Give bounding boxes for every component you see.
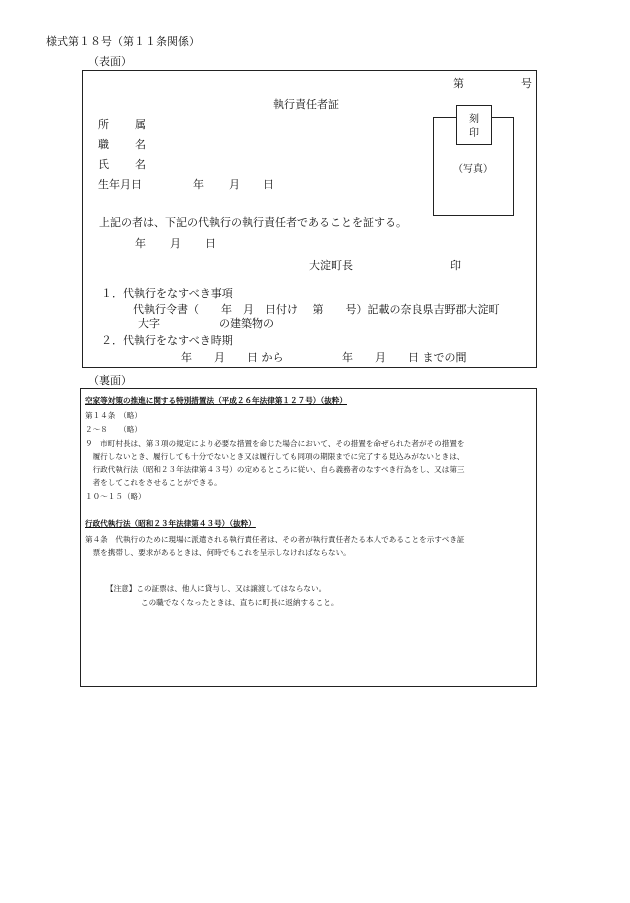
field-position-a: 職: [98, 138, 109, 151]
field-affiliation-b: 属: [135, 118, 146, 131]
field-name-b: 名: [135, 158, 146, 171]
law2-line: 票を携帯し、要求があるときは、何時でもこれを呈示しなければならない。: [85, 548, 351, 557]
mayor-seal: 印: [450, 259, 461, 272]
dob-month: 月: [229, 178, 240, 191]
dob-year: 年: [193, 178, 204, 191]
item2-heading: ２．代執行をなすべき時期: [101, 334, 233, 347]
item1-aza: 大字: [138, 317, 160, 330]
law2-title: 行政代執行法（昭和２３年法律第４３号）（抜粋）: [85, 519, 256, 528]
front-side-label: （表面）: [88, 55, 132, 68]
law1-line: 第１４条 （略）: [85, 411, 142, 420]
issue-month: 月: [170, 237, 181, 250]
law1-line: 行政代執行法（昭和２３年法律第４３号）の定めるところに従い、自ら義務者のなすべき行為をし、又は第三: [85, 465, 465, 474]
seal-text-1: 刻: [469, 114, 479, 125]
mayor-title: 大淀町長: [309, 259, 353, 272]
law1-title: 空家等対策の推進に関する特別措置法（平成２６年法律第１２７号）（抜粋）: [85, 396, 347, 405]
dob-label: 生年月日: [98, 178, 142, 191]
number-dai: 第: [453, 77, 464, 90]
law1-line: 者をしてこれをさせることができる。: [85, 478, 222, 487]
law1-line: ９ 市町村長は、第３項の規定により必要な措置を命じた場合において、その措置を命ぜられた者がその措置を: [85, 439, 465, 448]
form-number: 様式第１８号（第１１条関係）: [46, 35, 200, 48]
dob-day: 日: [263, 178, 274, 191]
item2-detail: 年 月 日 から 年 月 日 までの間: [181, 351, 467, 364]
issue-year: 年: [135, 237, 146, 250]
law1-line: ２～８ （略）: [85, 425, 142, 434]
field-name-a: 氏: [98, 158, 109, 171]
law1-line: 履行しないとき、履行しても十分でないとき又は履行しても同項の期限までに完了する見込みがないときは、: [85, 452, 465, 461]
note-1: 【注意】この証票は、他人に貸与し、又は譲渡してはならない。: [106, 584, 327, 593]
front-certificate-box: [82, 70, 537, 368]
item1-building: の建築物の: [219, 317, 274, 330]
seal-box: [456, 105, 492, 145]
photo-label: （写真）: [453, 164, 493, 175]
item1-heading: １．代執行をなすべき事項: [101, 287, 233, 300]
seal-text-2: 印: [469, 128, 479, 139]
certification-statement: 上記の者は、下記の代執行の執行責任者であることを証する。: [99, 216, 407, 229]
field-affiliation-a: 所: [98, 118, 109, 131]
law2-line: 第４条 代執行のために現場に派遣される執行責任者は、その者が執行責任者たる本人であることを示すべき証: [85, 535, 465, 544]
item1-detail: 代執行令書（ 年 月 日付け 第 号）記載の奈良県吉野郡大淀町: [133, 303, 500, 316]
note-2: この職でなくなったときは、直ちに町長に返納すること。: [141, 598, 339, 607]
issue-day: 日: [205, 237, 216, 250]
certificate-title: 執行責任者証: [273, 98, 339, 111]
law1-line: １０～１５（略）: [85, 492, 146, 501]
field-position-b: 名: [135, 138, 146, 151]
back-side-label: （裏面）: [88, 374, 132, 387]
back-legal-box: [80, 388, 537, 687]
number-go: 号: [521, 77, 532, 90]
